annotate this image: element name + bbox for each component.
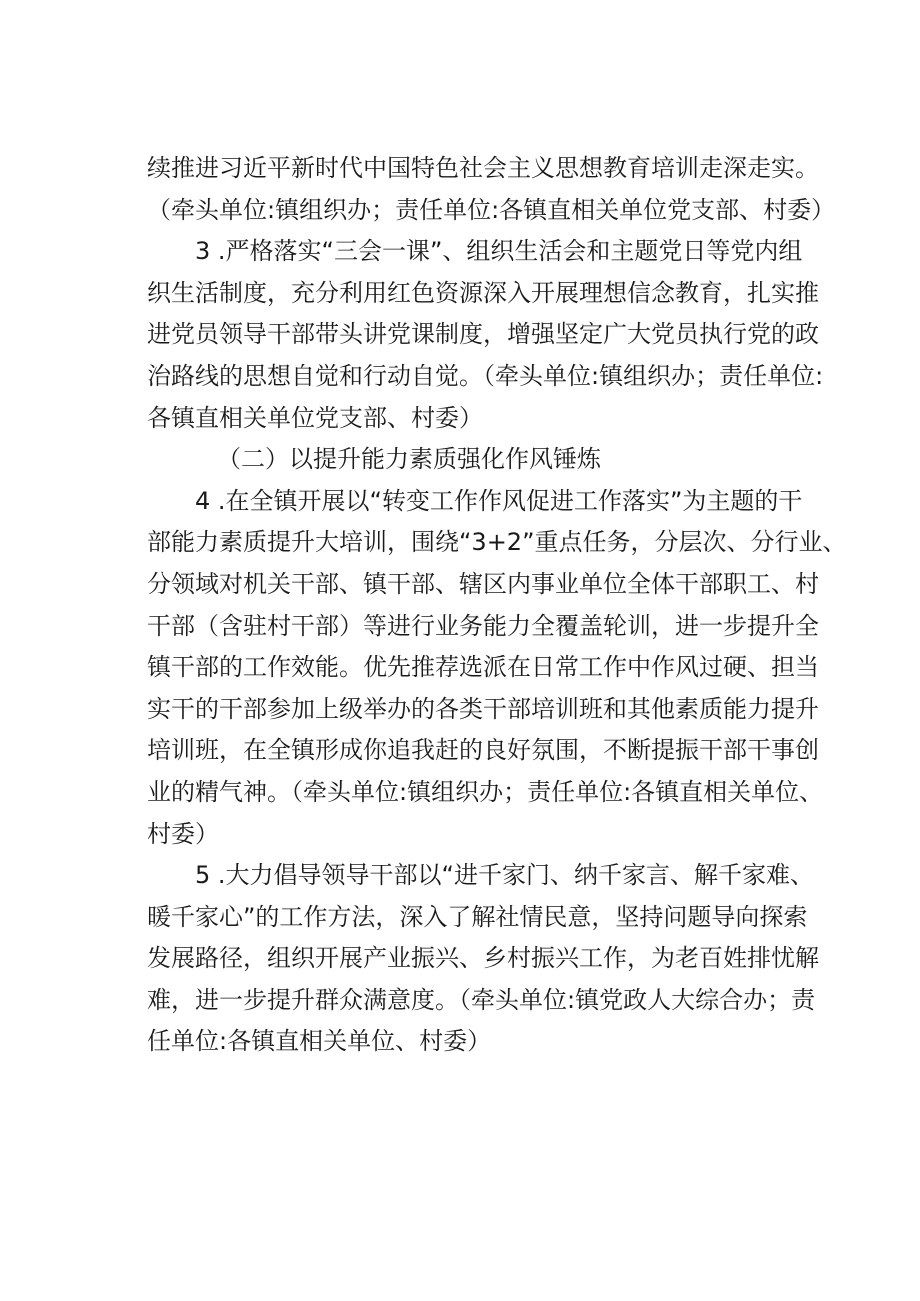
text-line: 5 .大力倡导领导干部以“进千家门、纳千家言、解千家难、 <box>195 861 814 890</box>
text-line: 干部（含驻村干部）等进行业务能力全覆盖轮训，进一步提升全 <box>147 611 819 640</box>
text-line: 难，进一步提升群众满意度。（牵头单位:镇党政人大综合办；责 <box>147 985 816 1014</box>
text-line: 各镇直相关单位党支部、村委） <box>147 403 483 432</box>
text-line: 进党员领导干部带头讲党课制度，增强坚定广大党员执行党的政 <box>147 320 819 349</box>
text-line: 暖千家心”的工作方法，深入了解社情民意，坚持问题导向探索 <box>147 902 808 931</box>
text-line: 镇干部的工作效能。优先推荐选派在日常工作中作风过硬、担当 <box>147 653 819 682</box>
text-line: 3 .严格落实“三会一课”、组织生活会和主题党日等党内组 <box>195 237 803 266</box>
text-line: 实干的干部参加上级举办的各类干部培训班和其他素质能力提升 <box>147 694 819 723</box>
text-line: 村委） <box>147 819 219 848</box>
text-line: 培训班，在全镇形成你追我赶的良好氛围，不断提振干部干事创 <box>147 736 819 765</box>
text-line: 治路线的思想自觉和行动自觉。（牵头单位:镇组织办；责任单位: <box>147 361 824 390</box>
text-line: 任单位:各镇直相关单位、村委） <box>147 1027 492 1056</box>
text-line: 织生活制度，充分利用红色资源深入开展理想信念教育，扎实推 <box>147 278 819 307</box>
document-body <box>147 148 847 1063</box>
text-line: 发展路径，组织开展产业振兴、乡村振兴工作，为老百姓排忧解 <box>147 944 819 973</box>
text-line: 业的精气神。（牵头单位:镇组织办；责任单位:各镇直相关单位、 <box>147 777 824 806</box>
text-line: 分领域对机关干部、镇干部、辖区内事业单位全体干部职工、村 <box>147 569 819 598</box>
text-line: 续推进习近平新时代中国特色社会主义思想教育培训走深走实。 <box>147 154 819 182</box>
text-line: 4 .在全镇开展以“转变工作作风促进工作落实”为主题的干 <box>195 486 803 515</box>
text-line: 部能力素质提升大培训，围绕“3+2”重点任务，分层次、分行业、 <box>147 528 847 557</box>
text-line: （牵头单位:镇组织办；责任单位:各镇直相关单位党支部、村委） <box>147 195 836 224</box>
section-heading: （二）以提升能力素质强化作风锤炼 <box>217 445 601 474</box>
